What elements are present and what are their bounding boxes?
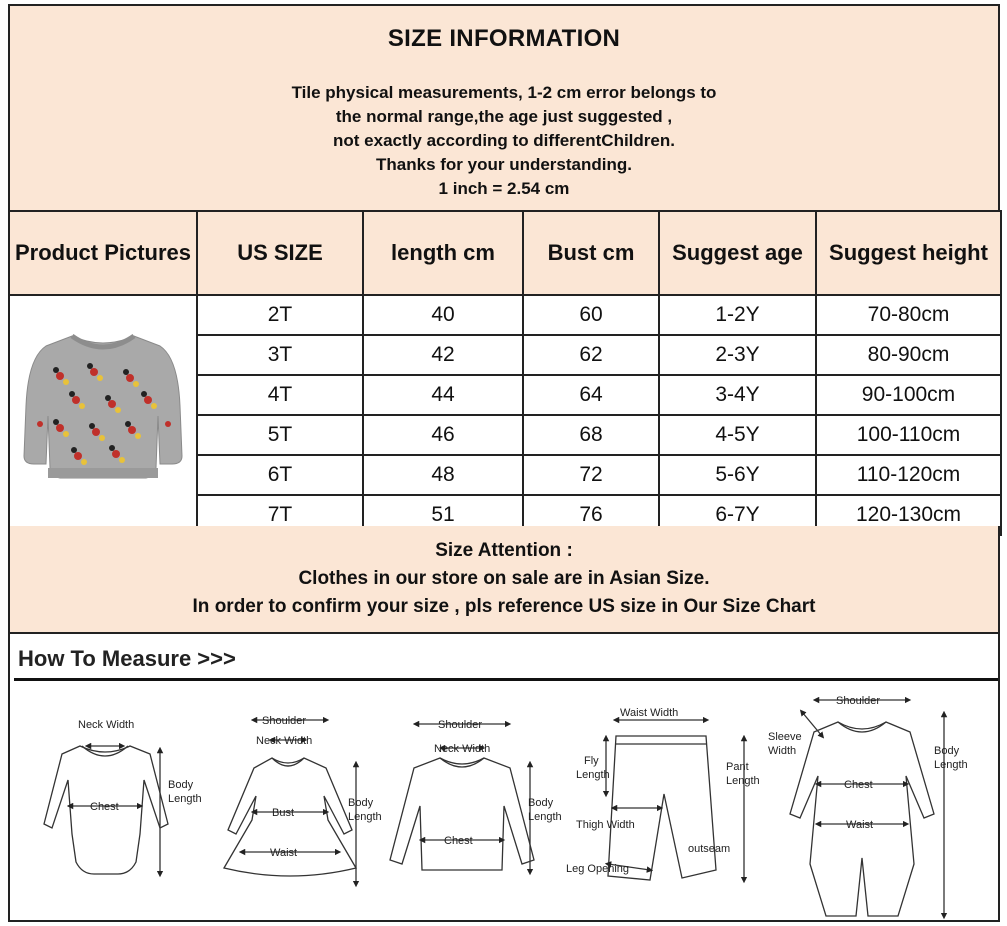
cell-bust: 68 <box>523 415 659 455</box>
cell-length: 51 <box>363 495 523 535</box>
table-row <box>9 295 1001 335</box>
cell-bust: 64 <box>523 375 659 415</box>
label-thigh-width: Thigh Width <box>576 819 635 831</box>
page-title: SIZE INFORMATION <box>387 25 621 52</box>
measurement-diagrams <box>10 684 1000 920</box>
header-bust: Bust cm <box>523 211 659 295</box>
label-chest: Chest <box>90 801 119 813</box>
sweatshirt-product-image <box>10 296 196 528</box>
label-length: Length <box>576 769 610 781</box>
label-shoulder: Shoulder <box>262 715 307 727</box>
label-length: Length <box>934 759 968 771</box>
cell-bust: 60 <box>523 295 659 335</box>
pants-diagram <box>606 720 744 880</box>
label-outseam: outseam <box>688 843 731 855</box>
cell-height: 90-100cm <box>816 375 1001 415</box>
label-waist: Waist <box>270 847 298 859</box>
header-age: Suggest age <box>659 211 816 295</box>
header-height: Suggest height <box>816 211 1001 295</box>
label-pant: Pant <box>726 761 749 773</box>
label-chest: Chest <box>444 835 473 847</box>
note-line: 1 inch = 2.54 cm <box>438 179 570 198</box>
cell-height: 110-120cm <box>816 455 1001 495</box>
label-neck-width: Neck Width <box>434 743 491 755</box>
cell-length: 46 <box>363 415 523 455</box>
divider <box>14 678 998 681</box>
label-neck-width: Neck Width <box>256 735 313 747</box>
cell-length: 44 <box>363 375 523 415</box>
cell-length: 40 <box>363 295 523 335</box>
label-length: Length <box>726 775 760 787</box>
label-shoulder: Shoulder <box>438 719 483 731</box>
cell-bust: 72 <box>523 455 659 495</box>
cell-us-size: 7T <box>197 495 363 535</box>
cell-us-size: 6T <box>197 455 363 495</box>
label-sleeve: Sleeve <box>768 731 802 743</box>
size-attention <box>8 526 1000 634</box>
label-leg-opening: Leg Opening <box>566 863 629 875</box>
how-to-measure-section <box>8 634 1000 922</box>
label-waist: Waist <box>846 819 874 831</box>
label-chest: Chest <box>844 779 873 791</box>
cell-us-size: 2T <box>197 295 363 335</box>
title-banner <box>8 4 1000 74</box>
cell-bust: 62 <box>523 335 659 375</box>
cell-age: 2-3Y <box>659 335 816 375</box>
label-bust: Bust <box>272 807 295 819</box>
note-line: not exactly according to differentChildren. <box>333 131 675 150</box>
cell-height: 80-90cm <box>816 335 1001 375</box>
cell-age: 6-7Y <box>659 495 816 535</box>
cell-age: 1-2Y <box>659 295 816 335</box>
attention-heading: Size Attention : <box>435 540 573 561</box>
note-line: Tile physical measurements, 1-2 cm error belongs to <box>291 83 717 102</box>
header-length: length cm <box>363 211 523 295</box>
header-product-pictures: Product Pictures <box>9 211 197 295</box>
cell-us-size: 4T <box>197 375 363 415</box>
measurement-note <box>8 72 1000 212</box>
cell-bust: 76 <box>523 495 659 535</box>
cell-age: 5-6Y <box>659 455 816 495</box>
label-width: Width <box>768 745 797 757</box>
cell-length: 48 <box>363 455 523 495</box>
cell-us-size: 3T <box>197 335 363 375</box>
attention-line: Clothes in our store on sale are in Asian Size. <box>298 568 710 589</box>
label-body: Body <box>528 797 554 809</box>
label-body: Body <box>168 779 194 791</box>
cell-height: 70-80cm <box>816 295 1001 335</box>
cell-height: 100-110cm <box>816 415 1001 455</box>
cell-height: 120-130cm <box>816 495 1001 535</box>
cell-age: 3-4Y <box>659 375 816 415</box>
header-us-size: US SIZE <box>197 211 363 295</box>
label-length: Length <box>348 811 382 823</box>
attention-line: In order to confirm your size , pls reference US size in Our Size Chart <box>192 596 816 617</box>
note-line: Thanks for your understanding. <box>376 155 632 174</box>
label-body: Body <box>348 797 374 809</box>
note-line: the normal range,the age just suggested , <box>335 107 673 126</box>
label-shoulder: Shoulder <box>836 695 881 707</box>
table-header-row <box>9 211 1001 295</box>
how-to-measure-title: How To Measure >>> <box>18 646 236 671</box>
cell-us-size: 5T <box>197 415 363 455</box>
label-fly: Fly <box>584 755 599 767</box>
product-picture-cell <box>9 295 197 535</box>
label-length: Length <box>528 811 562 823</box>
cell-length: 42 <box>363 335 523 375</box>
size-table <box>8 210 1002 536</box>
label-neck-width: Neck Width <box>78 719 135 731</box>
jumpsuit-diagram <box>790 700 944 916</box>
label-body: Body <box>934 745 960 757</box>
cell-age: 4-5Y <box>659 415 816 455</box>
label-length: Length <box>168 793 202 805</box>
label-waist-width: Waist Width <box>620 707 679 719</box>
